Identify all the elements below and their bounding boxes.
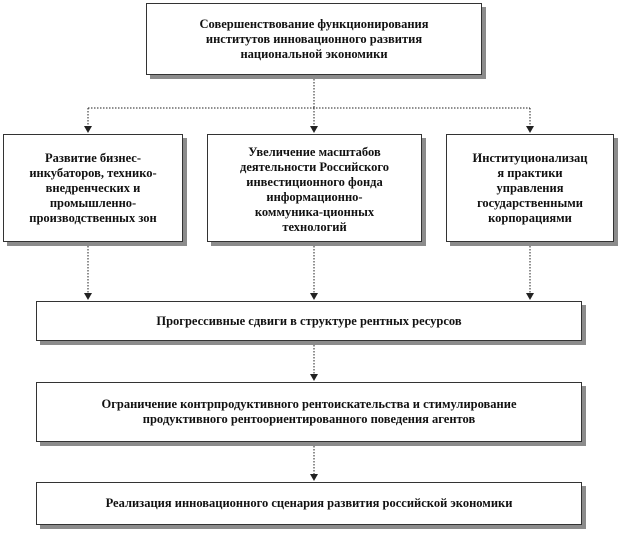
box-business-incubators bbox=[3, 134, 183, 242]
arrowhead-to-right bbox=[526, 126, 534, 133]
box-rent-resource-shifts-text: Прогрессивные сдвиги в структуре рентных ресурсов bbox=[156, 313, 462, 328]
box-innovation-scenario-text: Реализация инновационного сценария развития российской экономики bbox=[105, 496, 513, 510]
box-rent-seeking-limitation bbox=[36, 382, 582, 442]
arrowhead-mid-to-shifts bbox=[310, 293, 318, 300]
box-state-corporations-text: Институционализац я практики управления государственными корпорациями bbox=[472, 150, 588, 225]
box-improve-institutions bbox=[146, 3, 482, 75]
box-rent-resource-shifts bbox=[36, 301, 582, 341]
arrowhead-shifts-to-limit bbox=[310, 374, 318, 381]
arrowhead-right-to-shifts bbox=[526, 293, 534, 300]
arrowhead-to-mid bbox=[310, 126, 318, 133]
box-improve-institutions-text: Совершенствование функционирования институтов инновационного развития национальной экономики bbox=[199, 16, 429, 61]
arrowhead-to-left bbox=[84, 126, 92, 133]
arrowhead-limit-to-final bbox=[310, 474, 318, 481]
box-investment-fund bbox=[207, 134, 422, 242]
box-business-incubators-text: Развитие бизнес- инкубаторов, технико- внедренческих и промышленно- производственных зон bbox=[29, 150, 157, 225]
box-rent-seeking-limitation-text: Ограничение контрпродуктивного рентоискательства и стимулирование продуктивного рентоориентированного поведения агентов bbox=[101, 397, 517, 426]
arrowhead-left-to-shifts bbox=[84, 293, 92, 300]
box-innovation-scenario bbox=[36, 482, 582, 525]
box-investment-fund-text: Увеличение масштабов деятельности Российского инвестиционного фонда информационно- коммуника-ционных технологий bbox=[240, 145, 389, 234]
box-state-corporations bbox=[446, 134, 614, 242]
